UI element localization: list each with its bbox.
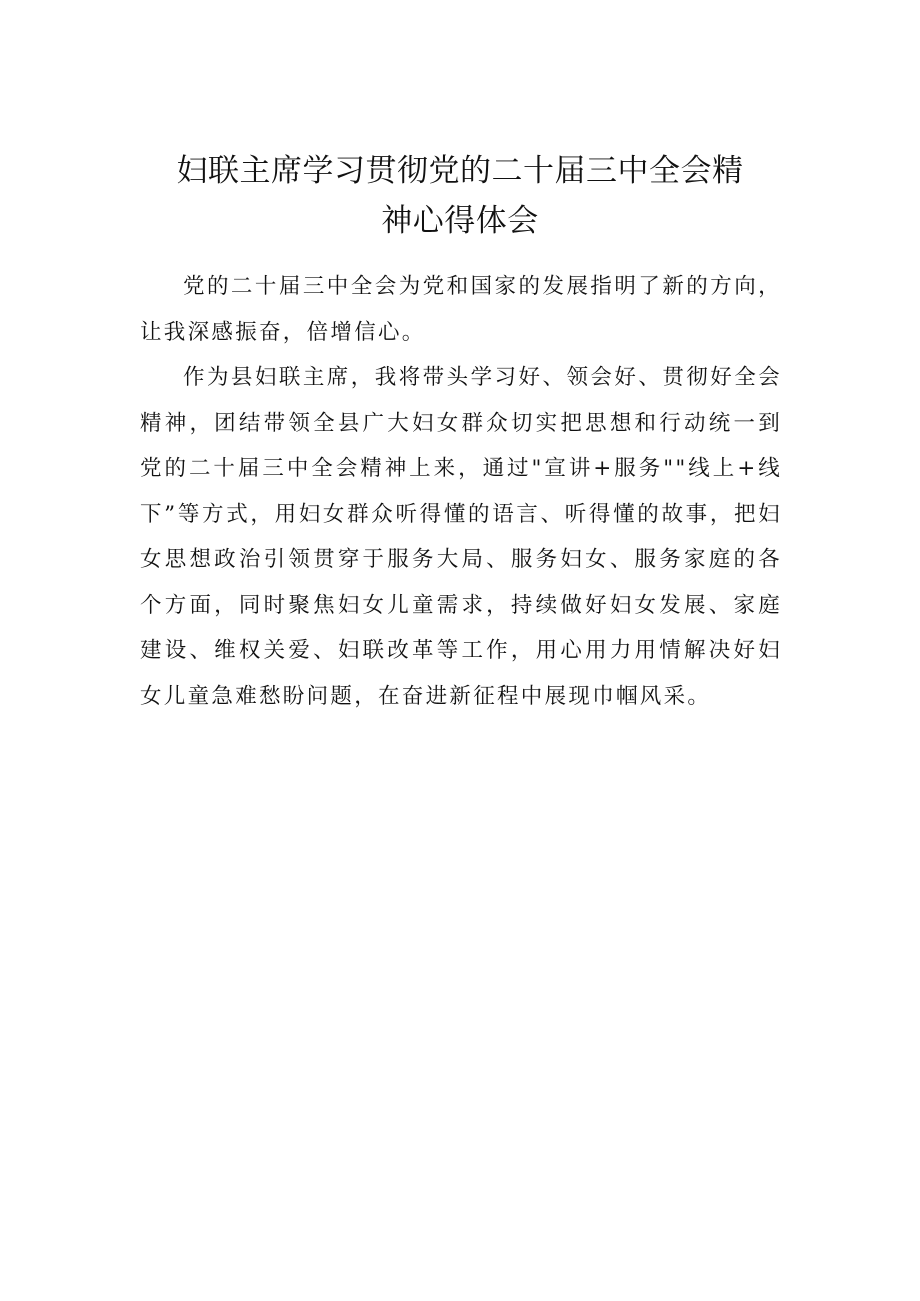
title-line-2: 神心得体会 [381,203,539,239]
document-title [130,146,790,246]
paragraph-1: 党的二十届三中全会为党和国家的发展指明了新的方向，让我深感振奋，倍增信心。 [140,274,782,345]
paragraph-2: 作为县妇联主席，我将带头学习好、领会好、贯彻好全会精神，团结带领全县广大妇女群众切实把思想和行动统一到党的二十届三中全会精神上来，通过"宣讲+服务""线上+线下”等方式，用妇女群众听得懂的语言、听得懂的故事，把妇女思想政治引领贯穿于服务大局、服务妇女、服务家庭的各个方面，同时聚焦妇女儿童需求，持续做好妇女发展、家庭建设、维权关爱、妇联改革等工作，用心用力用情解决好妇女儿童急难愁盼问题，在奋进新征程中展现巾帼风采。 [140,365,782,709]
document-body [140,264,782,719]
title-line-1: 妇联主席学习贯彻党的二十届三中全会精 [176,153,744,189]
